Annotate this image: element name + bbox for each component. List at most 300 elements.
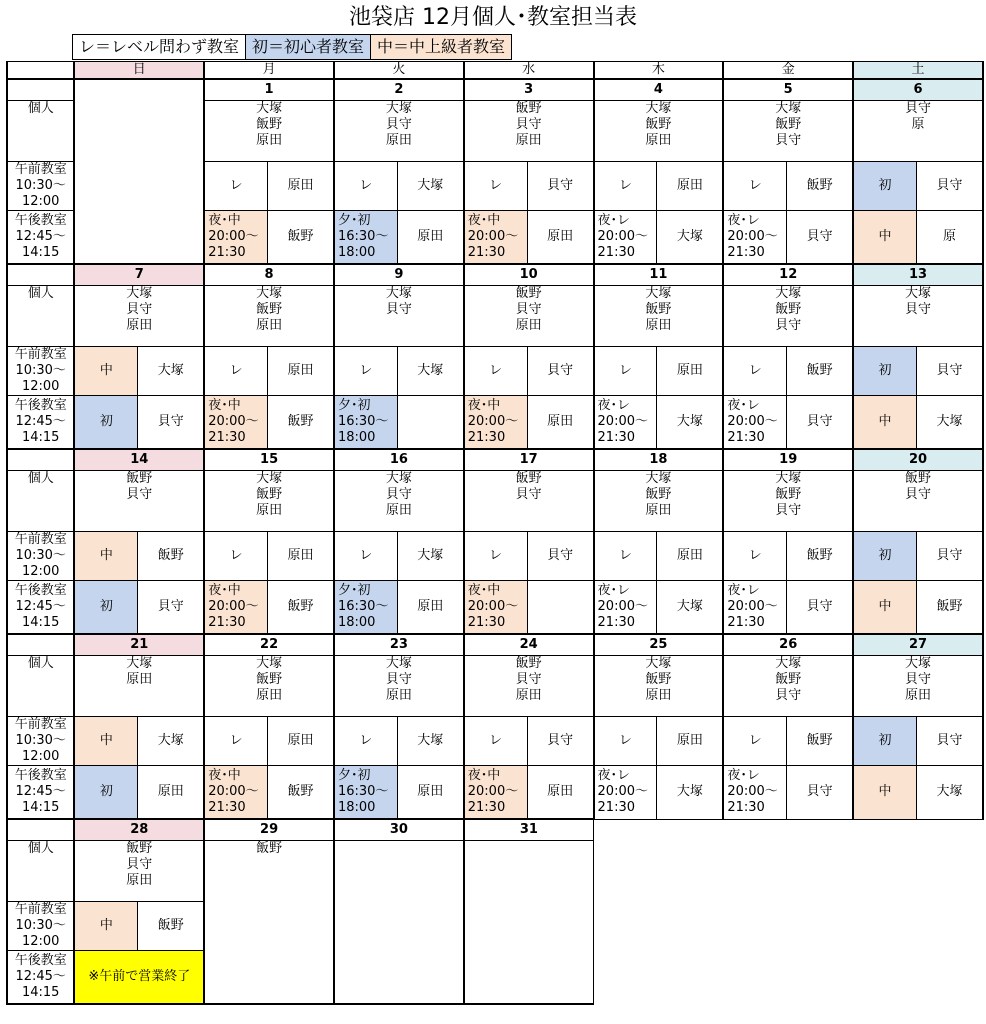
am-class-level: 中 [74, 532, 137, 581]
am-class-teacher: 原田 [657, 347, 723, 396]
am-class-level: レ [334, 162, 397, 211]
am-class-level: レ [204, 532, 267, 581]
pm-class-level: 中 [853, 396, 916, 450]
am-label-time1: 10:30～ [15, 733, 66, 748]
am-class-teacher: 原田 [657, 162, 723, 211]
pm-class-time: 21:30 [597, 800, 635, 816]
pm-class-type: 夕･初 [337, 213, 371, 228]
pm-row-label [7, 396, 74, 450]
weekday-header: 日 [74, 62, 204, 80]
pm-class-time: 21:30 [597, 615, 635, 630]
date-number: 23 [334, 634, 464, 656]
kojin-name: 大塚 [126, 286, 153, 301]
date-number: 22 [204, 634, 334, 656]
pm-class-level: 初 [74, 766, 137, 820]
legend-item: 初＝初心者教室 [245, 34, 370, 60]
date-number: 6 [853, 79, 983, 101]
kojin-row-label: 個人 [7, 101, 74, 162]
pm-class-level [334, 211, 397, 265]
kojin-name: 貝守 [775, 688, 802, 703]
am-class-level: レ [464, 717, 527, 766]
am-class-level: 中 [74, 902, 137, 951]
weekday-header: 木 [594, 62, 724, 80]
pm-class-time: 20:00～ [597, 229, 648, 244]
am-label-title: 午前教室 [14, 347, 67, 362]
date-number: 15 [204, 449, 334, 471]
am-class-level: 初 [853, 532, 916, 581]
kojin-cell [204, 101, 334, 162]
kojin-cell [334, 286, 464, 347]
am-class-level: レ [464, 347, 527, 396]
am-label-time1: 10:30～ [15, 178, 66, 193]
date-number: 17 [464, 449, 594, 471]
am-label-title: 午前教室 [14, 532, 67, 547]
pm-class-level: 中 [853, 766, 916, 820]
am-label-title: 午前教室 [14, 162, 67, 177]
pm-class-teacher: 大塚 [916, 766, 983, 820]
kojin-name: 飯野 [256, 487, 283, 502]
legend [72, 34, 512, 60]
kojin-row-label: 個人 [7, 471, 74, 532]
date-number: 4 [594, 79, 724, 101]
kojin-name: 大塚 [775, 286, 802, 301]
kojin-name: 貝守 [775, 503, 802, 518]
am-class-level: レ [464, 532, 527, 581]
pm-class-teacher: 貝守 [787, 766, 853, 820]
kojin-name: 貝守 [515, 672, 542, 687]
kojin-name: 貝守 [905, 672, 932, 687]
am-class-level: レ [204, 717, 267, 766]
pm-class-level [204, 396, 267, 450]
date-number: 9 [334, 264, 464, 286]
am-class-level: レ [204, 347, 267, 396]
pm-class-type: 夜･レ [727, 768, 760, 784]
pm-class-teacher: 原田 [527, 396, 593, 450]
kojin-name: 飯野 [515, 656, 542, 671]
date-row-label [7, 264, 74, 286]
kojin-cell [204, 841, 334, 1005]
pm-label-time1: 12:45～ [15, 784, 66, 799]
kojin-name: 貝守 [126, 857, 153, 872]
pm-class-teacher: 貝守 [787, 211, 853, 265]
kojin-name: 原田 [385, 503, 412, 518]
pm-label-title: 午後教室 [14, 953, 67, 968]
kojin-cell [723, 656, 853, 717]
am-class-teacher: 飯野 [787, 162, 853, 211]
kojin-cell [594, 656, 724, 717]
pm-class-time: 21:30 [208, 430, 246, 445]
pm-class-teacher: 大塚 [657, 581, 723, 635]
kojin-name: 飯野 [256, 302, 283, 317]
kojin-cell [334, 841, 464, 1005]
pm-class-time: 21:30 [208, 800, 246, 815]
kojin-cell [204, 471, 334, 532]
kojin-name: 原田 [645, 503, 672, 518]
kojin-cell [334, 656, 464, 717]
kojin-name: 飯野 [256, 672, 283, 687]
pm-class-level: 初 [74, 581, 137, 635]
pm-class-type: 夜･レ [727, 213, 760, 228]
kojin-name: 大塚 [645, 471, 672, 486]
am-label-time2: 12:00 [21, 379, 60, 394]
date-number: 11 [594, 264, 724, 286]
kojin-name: 貝守 [385, 302, 412, 317]
pm-class-type: 夜･中 [208, 768, 241, 783]
am-label-title: 午前教室 [14, 902, 67, 917]
am-class-teacher: 大塚 [138, 347, 204, 396]
pm-class-level: 中 [853, 581, 916, 635]
corner-cell [7, 62, 74, 80]
kojin-name: 原田 [645, 688, 672, 703]
kojin-cell [853, 656, 983, 717]
pm-class-type: 夜･中 [467, 768, 501, 783]
pm-class-time: 21:30 [727, 800, 765, 816]
pm-class-time: 16:30～ [337, 414, 389, 429]
pm-class-time: 18:00 [337, 430, 376, 445]
pm-label-time2: 14:15 [21, 245, 60, 260]
am-class-level: レ [594, 532, 657, 581]
pm-class-type: 夕･初 [337, 768, 371, 783]
pm-class-teacher: 原田 [397, 581, 463, 635]
kojin-name: 大塚 [385, 656, 412, 671]
am-class-teacher: 貝守 [527, 347, 593, 396]
am-class-teacher: 飯野 [138, 532, 204, 581]
pm-class-level [723, 396, 786, 450]
date-number: 5 [723, 79, 853, 101]
pm-row-label [7, 766, 74, 820]
date-number: 8 [204, 264, 334, 286]
kojin-name: 飯野 [775, 672, 802, 687]
pm-class-time: 18:00 [337, 245, 376, 260]
weekday-header: 火 [334, 62, 464, 80]
am-class-teacher: 原田 [657, 532, 723, 581]
kojin-row-label: 個人 [7, 841, 74, 902]
pm-class-time: 20:00～ [208, 414, 259, 429]
am-class-teacher: 貝守 [527, 532, 593, 581]
pm-class-teacher: 貝守 [787, 581, 853, 635]
kojin-name: 貝守 [905, 302, 932, 317]
am-class-level: 初 [853, 162, 916, 211]
pm-label-time2: 14:15 [21, 800, 60, 815]
pm-class-type: 夜･レ [597, 768, 631, 784]
pm-class-teacher: 大塚 [657, 396, 723, 450]
pm-class-level [204, 211, 267, 265]
kojin-name: 飯野 [645, 672, 672, 687]
kojin-name: 大塚 [645, 286, 672, 301]
kojin-name: 飯野 [256, 841, 283, 856]
am-class-level: レ [723, 347, 786, 396]
kojin-row-label: 個人 [7, 656, 74, 717]
pm-class-level [594, 766, 657, 820]
am-class-level: 中 [74, 347, 137, 396]
pm-class-type: 夜･中 [467, 213, 501, 228]
date-number: 29 [204, 819, 334, 841]
kojin-name: 原田 [515, 133, 542, 148]
kojin-name: 飯野 [515, 101, 542, 116]
am-row-label [7, 347, 74, 396]
pm-class-teacher: 飯野 [268, 766, 334, 820]
kojin-name: 大塚 [256, 286, 283, 301]
kojin-name: 大塚 [645, 101, 672, 116]
weekday-header: 水 [464, 62, 594, 80]
kojin-cell [204, 656, 334, 717]
kojin-name: 飯野 [645, 487, 672, 502]
kojin-name: 大塚 [256, 101, 283, 116]
am-class-teacher: 原田 [268, 162, 334, 211]
am-class-teacher: 大塚 [397, 717, 463, 766]
kojin-name: 大塚 [775, 471, 802, 486]
kojin-cell [853, 286, 983, 347]
kojin-name: 貝守 [126, 487, 153, 502]
pm-row-label [7, 581, 74, 635]
date-number: 24 [464, 634, 594, 656]
kojin-name: 貝守 [905, 487, 932, 502]
pm-class-time: 21:30 [467, 245, 506, 260]
pm-class-level [723, 766, 786, 820]
kojin-name: 原田 [126, 318, 153, 333]
kojin-name: 飯野 [126, 841, 153, 856]
weekday-header: 金 [723, 62, 853, 80]
kojin-name: 大塚 [385, 101, 412, 116]
pm-class-time: 21:30 [727, 245, 765, 260]
pm-class-level [204, 766, 267, 820]
pm-class-time: 20:00～ [727, 414, 778, 429]
kojin-name: 大塚 [385, 286, 412, 301]
am-label-time2: 12:00 [21, 194, 60, 209]
pm-class-type: 夜･中 [208, 398, 241, 413]
kojin-name: 飯野 [775, 487, 802, 502]
kojin-name: 原田 [645, 133, 672, 148]
pm-class-level: 初 [74, 396, 137, 450]
pm-class-type: 夕･初 [337, 398, 371, 413]
kojin-name: 原田 [645, 318, 672, 333]
am-class-teacher: 大塚 [397, 162, 463, 211]
pm-class-type: 夜･レ [597, 213, 631, 228]
pm-class-type: 夜･中 [467, 583, 501, 598]
am-class-teacher: 飯野 [787, 532, 853, 581]
date-number: 16 [334, 449, 464, 471]
kojin-name: 飯野 [515, 471, 542, 486]
kojin-cell [723, 471, 853, 532]
pm-class-time: 16:30～ [337, 229, 389, 244]
weekday-header: 土 [853, 62, 983, 80]
pm-label-time1: 12:45～ [15, 229, 66, 244]
legend-item: レ＝レベル問わず教室 [72, 34, 245, 60]
pm-class-time: 20:00～ [208, 784, 259, 799]
am-label-time1: 10:30～ [15, 363, 66, 378]
blank-cell [723, 819, 853, 1004]
pm-class-time: 20:00～ [727, 599, 778, 614]
date-number: 3 [464, 79, 594, 101]
pm-class-teacher: 原田 [397, 211, 463, 265]
pm-class-time: 20:00～ [208, 599, 259, 614]
pm-class-time: 21:30 [467, 430, 506, 445]
am-class-teacher: 原田 [657, 717, 723, 766]
date-number: 12 [723, 264, 853, 286]
pm-class-level [594, 396, 657, 450]
kojin-cell [464, 101, 594, 162]
date-number: 13 [853, 264, 983, 286]
date-number: 7 [74, 264, 204, 286]
am-class-teacher: 貝守 [916, 347, 983, 396]
pm-class-time: 21:30 [727, 430, 765, 445]
date-number: 30 [334, 819, 464, 841]
pm-class-teacher: 飯野 [268, 396, 334, 450]
kojin-cell [464, 471, 594, 532]
am-class-teacher: 貝守 [916, 532, 983, 581]
kojin-cell [594, 286, 724, 347]
pm-class-level [464, 211, 527, 265]
am-class-teacher: 原田 [268, 532, 334, 581]
kojin-name: 原田 [126, 672, 153, 687]
kojin-name: 貝守 [385, 117, 412, 132]
am-class-level: レ [464, 162, 527, 211]
pm-class-type: 夕･初 [337, 583, 371, 598]
kojin-cell [464, 841, 594, 1005]
pm-class-level [204, 581, 267, 635]
am-row-label [7, 532, 74, 581]
kojin-name: 大塚 [256, 656, 283, 671]
date-number: 31 [464, 819, 594, 841]
date-row-label [7, 634, 74, 656]
pm-class-time: 16:30～ [337, 784, 389, 799]
pm-row-label [7, 211, 74, 265]
kojin-name: 貝守 [385, 672, 412, 687]
kojin-cell [723, 286, 853, 347]
kojin-name: 飯野 [645, 117, 672, 132]
pm-class-level [464, 396, 527, 450]
pm-class-level [464, 581, 527, 635]
pm-class-teacher [527, 581, 593, 635]
pm-label-title: 午後教室 [14, 213, 67, 228]
kojin-name: 大塚 [126, 656, 153, 671]
date-row-label [7, 79, 74, 101]
am-class-level: レ [723, 532, 786, 581]
kojin-name: 貝守 [515, 487, 542, 502]
kojin-name: 原田 [256, 133, 283, 148]
am-class-level: レ [594, 717, 657, 766]
am-class-teacher: 飯野 [787, 717, 853, 766]
kojin-cell [723, 101, 853, 162]
kojin-cell [334, 101, 464, 162]
weekday-header: 月 [204, 62, 334, 80]
pm-class-time: 20:00～ [597, 414, 648, 429]
pm-class-time: 21:30 [727, 615, 765, 630]
am-class-teacher: 飯野 [138, 902, 204, 951]
kojin-name: 貝守 [515, 117, 542, 132]
kojin-name: 飯野 [515, 286, 542, 301]
pm-class-level [594, 211, 657, 265]
am-class-teacher: 飯野 [787, 347, 853, 396]
pm-label-time1: 12:45～ [15, 969, 66, 984]
pm-class-time: 20:00～ [467, 229, 519, 244]
date-number: 14 [74, 449, 204, 471]
closing-notice: ※午前で営業終了 [74, 951, 204, 1005]
pm-class-time: 18:00 [337, 800, 376, 815]
date-number: 19 [723, 449, 853, 471]
pm-class-teacher: 大塚 [657, 766, 723, 820]
kojin-cell [464, 656, 594, 717]
am-row-label [7, 162, 74, 211]
pm-class-time: 20:00～ [467, 784, 519, 799]
pm-class-type: 夜･中 [208, 213, 241, 228]
pm-class-teacher: 飯野 [268, 581, 334, 635]
date-number: 10 [464, 264, 594, 286]
pm-label-time2: 14:15 [21, 985, 60, 1000]
am-row-label [7, 717, 74, 766]
kojin-name: 飯野 [775, 117, 802, 132]
pm-class-time: 21:30 [467, 615, 506, 630]
pm-class-type: 夜･レ [727, 398, 760, 413]
kojin-name: 大塚 [905, 286, 932, 301]
pm-class-time: 20:00～ [727, 784, 778, 800]
am-class-level: レ [334, 717, 397, 766]
pm-label-title: 午後教室 [14, 768, 67, 783]
date-number: 28 [74, 819, 204, 841]
date-number: 26 [723, 634, 853, 656]
pm-class-level [334, 396, 397, 450]
kojin-name: 貝守 [775, 133, 802, 148]
kojin-name: 大塚 [645, 656, 672, 671]
page-title: 池袋店 12月個人･教室担当表 [349, 5, 637, 30]
am-class-teacher: 貝守 [916, 162, 983, 211]
kojin-name: 大塚 [775, 101, 802, 116]
pm-class-teacher: 飯野 [916, 581, 983, 635]
kojin-name: 原田 [515, 688, 542, 703]
kojin-name: 貝守 [385, 487, 412, 502]
pm-class-type: 夜･レ [597, 583, 631, 598]
pm-class-teacher: 大塚 [916, 396, 983, 450]
kojin-name: 貝守 [126, 302, 153, 317]
pm-label-title: 午後教室 [14, 583, 67, 598]
legend-item: 中＝中上級者教室 [370, 34, 512, 60]
am-class-level: 初 [853, 347, 916, 396]
kojin-name: 飯野 [645, 302, 672, 317]
date-number: 21 [74, 634, 204, 656]
kojin-cell [594, 101, 724, 162]
date-number: 18 [594, 449, 724, 471]
pm-class-type: 夜･レ [727, 583, 760, 598]
kojin-cell [74, 656, 204, 717]
pm-class-time: 20:00～ [597, 784, 648, 800]
pm-class-level: 中 [853, 211, 916, 265]
pm-label-time1: 12:45～ [15, 599, 66, 614]
schedule-table [6, 61, 984, 1005]
pm-class-time: 20:00～ [208, 229, 259, 244]
am-label-time1: 10:30～ [15, 918, 66, 933]
kojin-name: 原田 [256, 688, 283, 703]
am-class-level: レ [334, 347, 397, 396]
kojin-name: 大塚 [256, 471, 283, 486]
pm-class-level [723, 211, 786, 265]
kojin-cell [464, 286, 594, 347]
blank-cell [853, 819, 983, 1004]
pm-row-label [7, 951, 74, 1005]
date-row-label [7, 449, 74, 471]
kojin-name: 原 [911, 117, 925, 132]
am-class-teacher: 貝守 [527, 717, 593, 766]
kojin-cell [74, 841, 204, 902]
pm-class-level [594, 581, 657, 635]
pm-class-level [334, 766, 397, 820]
date-number: 1 [204, 79, 334, 101]
pm-class-type: 夜･レ [597, 398, 631, 413]
blank-cell [594, 819, 724, 1004]
kojin-name: 原田 [256, 318, 283, 333]
pm-class-teacher: 原 [916, 211, 983, 265]
pm-label-title: 午後教室 [14, 398, 67, 413]
pm-class-teacher: 貝守 [787, 396, 853, 450]
